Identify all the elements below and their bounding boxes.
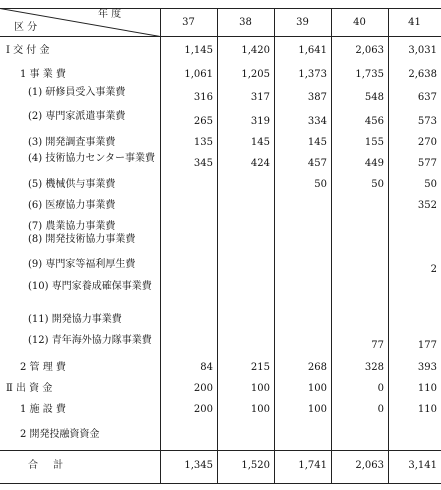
table-row-value: 50 xyxy=(371,179,384,190)
table-row-label: (12) 青年海外協力隊事業費 xyxy=(28,335,152,346)
table-row-value: 449 xyxy=(364,158,384,169)
table-row-value: 637 xyxy=(417,92,437,103)
table-bottom-rule xyxy=(0,483,441,484)
table-row-value: 1,373 xyxy=(298,69,327,80)
table-row-value: 77 xyxy=(371,340,384,351)
year-column-header: 38 xyxy=(239,17,252,28)
table-row-value: 50 xyxy=(314,179,327,190)
table-row-value: 1,061 xyxy=(184,69,213,80)
table-row-value: 3,031 xyxy=(408,45,437,56)
table-row-value: 316 xyxy=(193,92,213,103)
table-row-value: 328 xyxy=(364,362,384,373)
table-row-label: 2 管 理 費 xyxy=(20,362,66,373)
total-row-label: 合 計 xyxy=(28,460,70,471)
table-row-label: 1 施 設 費 xyxy=(20,404,66,415)
table-row-label: (9) 専門家等福利厚生費 xyxy=(28,259,136,270)
table-row-value: 110 xyxy=(417,404,437,415)
table-row-label: (10) 専門家養成確保事業費 xyxy=(28,281,152,292)
table-row-value: 2 xyxy=(430,264,437,275)
table-row-value: 135 xyxy=(193,137,213,148)
table-row-label: 2 開発投融資資金 xyxy=(20,429,100,440)
table-row-value: 215 xyxy=(250,362,270,373)
table-row-value: 577 xyxy=(417,158,437,169)
table-row-label: (2) 専門家派遣事業費 xyxy=(28,111,126,122)
year-header-label: 年 度 xyxy=(98,9,122,20)
table-row-label: (1) 研修員受入事業費 xyxy=(28,87,126,98)
table-row-label: (6) 医療協力事業費 xyxy=(28,200,116,211)
table-row-value: 387 xyxy=(307,92,327,103)
table-row-label: 1 事 業 費 xyxy=(20,69,66,80)
table-row-value: 456 xyxy=(364,116,384,127)
table-row-value: 0 xyxy=(377,383,384,394)
category-header-label: 区 分 xyxy=(14,22,38,33)
table-row-value: 424 xyxy=(250,158,270,169)
table-row-value: 317 xyxy=(250,92,270,103)
table-row-value: 50 xyxy=(424,179,437,190)
table-row-value: 1,641 xyxy=(298,45,327,56)
table-row-value: 0 xyxy=(377,404,384,415)
table-row-value: 1,205 xyxy=(241,69,270,80)
table-row-value: 345 xyxy=(193,158,213,169)
table-row-value: 2,063 xyxy=(355,45,384,56)
total-row-value: 3,141 xyxy=(408,460,437,471)
table-row-value: 200 xyxy=(193,383,213,394)
year-column-header: 37 xyxy=(182,17,195,28)
total-row-value: 1,520 xyxy=(241,460,270,471)
year-column-header: 39 xyxy=(296,17,309,28)
year-column-header: 40 xyxy=(353,17,366,28)
total-row-value: 1,345 xyxy=(184,460,213,471)
table-row-value: 200 xyxy=(193,404,213,415)
table-row-value: 270 xyxy=(417,137,437,148)
table-row-label: (11) 開発協力事業費 xyxy=(28,314,122,325)
table-row-value: 548 xyxy=(364,92,384,103)
table-row-value: 145 xyxy=(250,137,270,148)
table-row-label: (3) 開発調査事業費 xyxy=(28,137,116,148)
table-row-value: 100 xyxy=(307,404,327,415)
table-row-value: 265 xyxy=(193,116,213,127)
table-row-value: 352 xyxy=(417,200,437,211)
table-row-value: 457 xyxy=(307,158,327,169)
table-row-value: 1,145 xyxy=(184,45,213,56)
table-row-value: 145 xyxy=(307,137,327,148)
table-row-label: (8) 開発技術協力事業費 xyxy=(28,234,136,245)
table-row-value: 155 xyxy=(364,137,384,148)
table-row-label: Ⅰ 交 付 金 xyxy=(6,45,50,56)
table-row-value: 177 xyxy=(417,340,437,351)
table-row-value: 110 xyxy=(417,383,437,394)
table-row-value: 84 xyxy=(200,362,213,373)
table-row-label: (5) 機械供与事業費 xyxy=(28,179,116,190)
table-row-value: 2,638 xyxy=(408,69,437,80)
header-bottom-rule xyxy=(0,36,441,37)
total-row-value: 1,741 xyxy=(298,460,327,471)
total-row-value: 2,063 xyxy=(355,460,384,471)
table-row-value: 573 xyxy=(417,116,437,127)
table-row-value: 334 xyxy=(307,116,327,127)
table-row-value: 1,735 xyxy=(355,69,384,80)
table-row-label: Ⅱ 出 資 金 xyxy=(6,383,53,394)
table-row-label: (4) 技術協力センター事業費 xyxy=(28,153,155,164)
table-row-value: 319 xyxy=(250,116,270,127)
table-row-value: 393 xyxy=(417,362,437,373)
table-row-value: 1,420 xyxy=(241,45,270,56)
table-row-value: 100 xyxy=(307,383,327,394)
table-row-label: (7) 農業協力事業費 xyxy=(28,221,116,232)
table-row-value: 268 xyxy=(307,362,327,373)
table-row-value: 100 xyxy=(250,383,270,394)
year-column-header: 41 xyxy=(408,17,421,28)
total-top-rule xyxy=(0,450,441,451)
table-row-value: 100 xyxy=(250,404,270,415)
table-top-rule xyxy=(0,8,441,9)
